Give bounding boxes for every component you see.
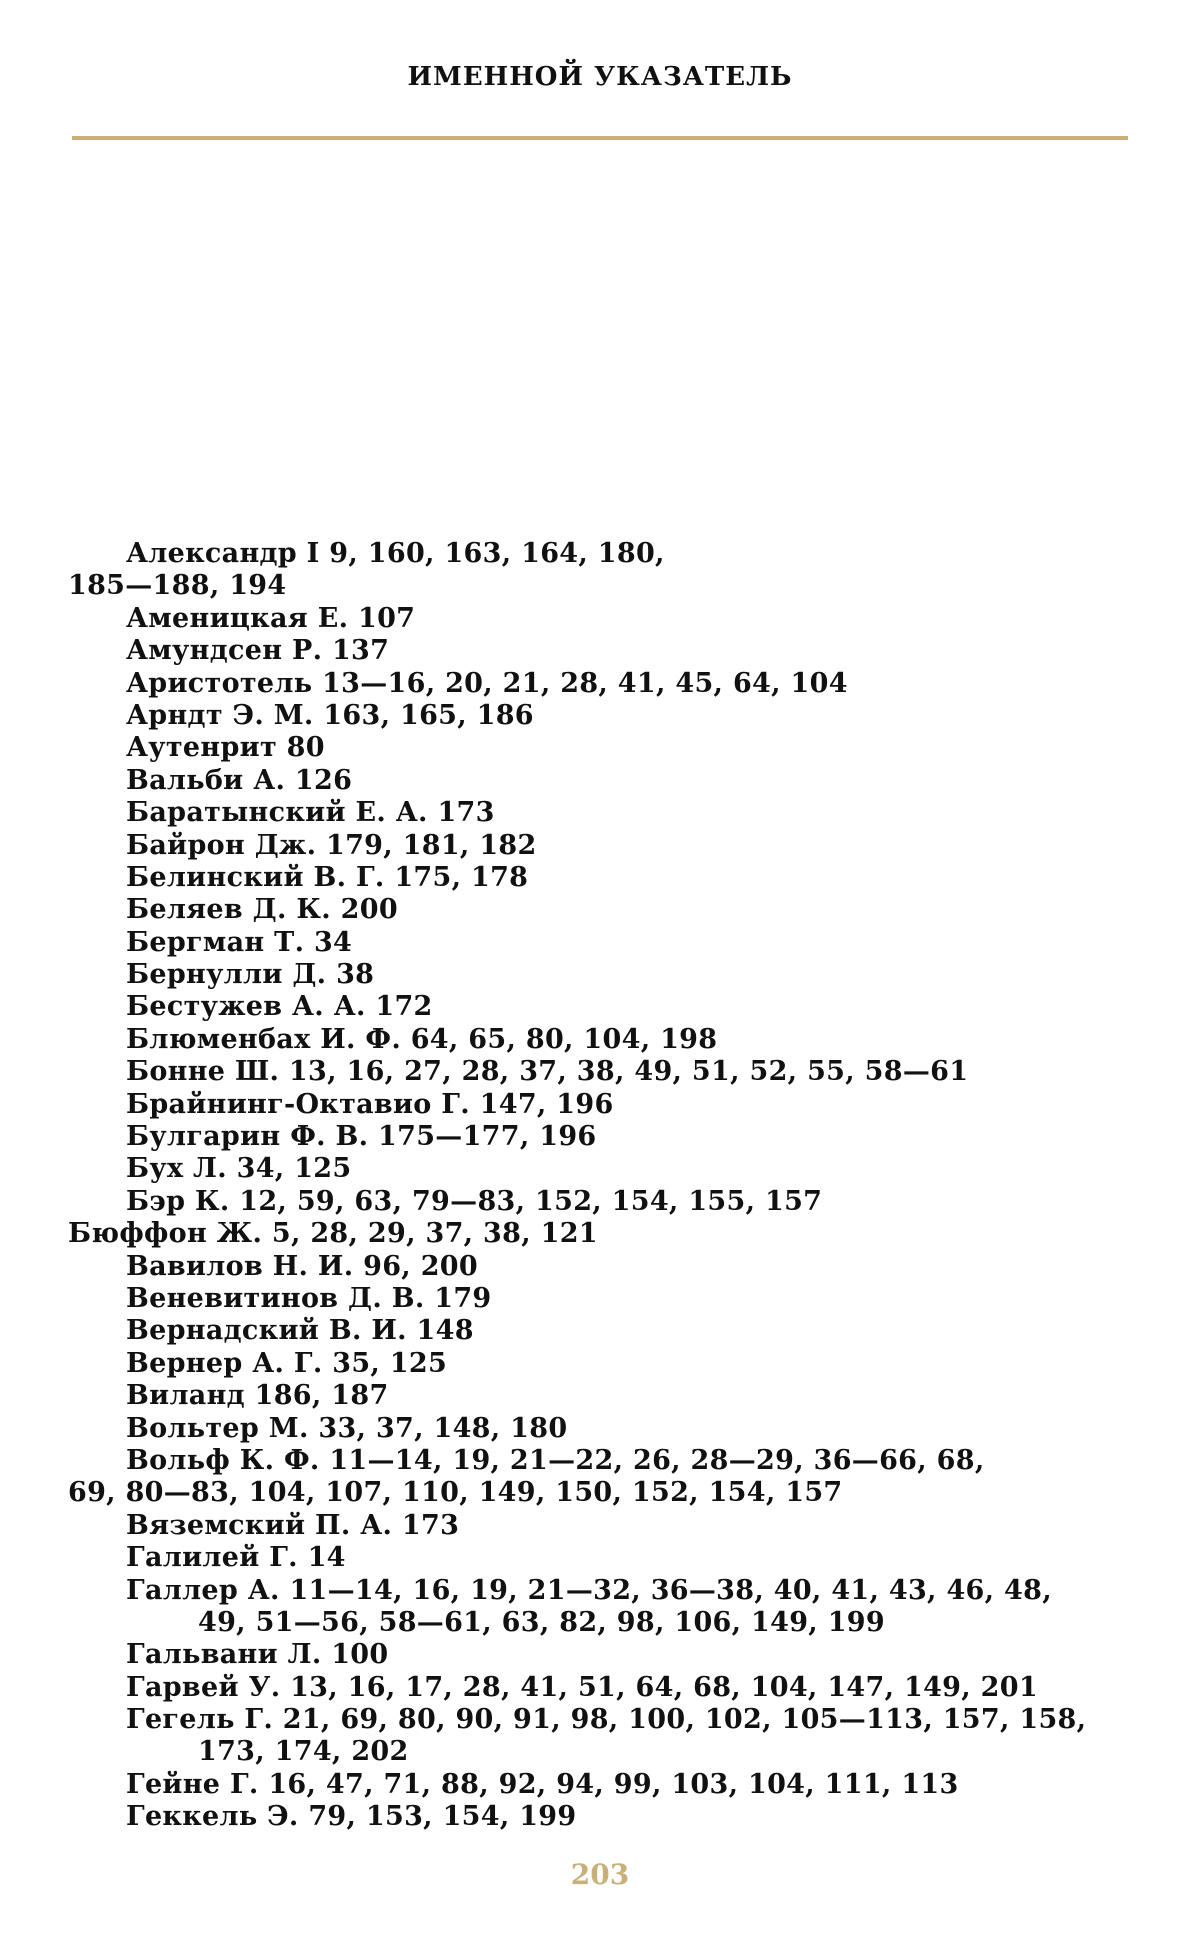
index-entry-line: Бергман Т. 34	[126, 926, 353, 958]
index-entry-line: Арндт Э. М. 163, 165, 186	[126, 699, 534, 731]
name-index	[68, 538, 1130, 1834]
index-entry-line: Гарвей У. 13, 16, 17, 28, 41, 51, 64, 68, 104, 147, 149, 201	[126, 1671, 1038, 1703]
page-header: ИМЕННОЙ УКАЗАТЕЛЬ	[407, 62, 793, 92]
index-entry-line: Аутенрит 80	[126, 732, 325, 764]
index-entry-line: Брайнинг-Октавио Г. 147, 196	[126, 1088, 614, 1120]
index-entry-line: Виланд 186, 187	[126, 1380, 389, 1412]
index-entry-line: Аменицкая Е. 107	[126, 602, 416, 634]
index-entry-line: Бестужев А. А. 172	[126, 991, 433, 1023]
index-entry-line: Вавилов Н. И. 96, 200	[126, 1250, 478, 1282]
index-entry-line: Бернулли Д. 38	[126, 959, 375, 991]
index-entry-line: Булгарин Ф. В. 175—177, 196	[126, 1121, 597, 1153]
header-rule	[72, 136, 1128, 140]
index-entry-line: Бэр К. 12, 59, 63, 79—83, 152, 154, 155, 157	[126, 1185, 823, 1217]
index-entry-line: 173, 174, 202	[198, 1736, 409, 1768]
index-entry-line: Вальби А. 126	[126, 764, 353, 796]
index-entry-line: Геккель Э. 79, 153, 154, 199	[126, 1801, 577, 1833]
index-entry-line: Вольф К. Ф. 11—14, 19, 21—22, 26, 28—29, 36—66, 68,	[126, 1444, 985, 1476]
index-entry-line: Амундсен Р. 137	[126, 635, 390, 667]
index-entry-line: Веневитинов Д. В. 179	[126, 1282, 492, 1314]
index-entry-line: 185—188, 194	[68, 570, 287, 602]
index-entry-line: Галлер А. 11—14, 16, 19, 21—32, 36—38, 40, 41, 43, 46, 48,	[126, 1574, 1052, 1606]
index-entry-line: Вяземский П. А. 173	[126, 1509, 460, 1541]
index-entry-line: Гегель Г. 21, 69, 80, 90, 91, 98, 100, 102, 105—113, 157, 158,	[126, 1704, 1087, 1736]
index-entry-line: Гальвани Л. 100	[126, 1639, 389, 1671]
index-entry-line: Бюффон Ж. 5, 28, 29, 37, 38, 121	[68, 1218, 598, 1250]
index-entry-line: Гейне Г. 16, 47, 71, 88, 92, 94, 99, 103, 104, 111, 113	[126, 1768, 959, 1800]
index-entry-line: Александр I 9, 160, 163, 164, 180,	[126, 538, 665, 569]
index-entry-line: 69, 80—83, 104, 107, 110, 149, 150, 152, 154, 157	[68, 1477, 843, 1509]
index-entry-line: Вернер А. Г. 35, 125	[126, 1347, 448, 1379]
index-entry-line: Вернадский В. И. 148	[126, 1315, 474, 1347]
index-entry-line: Блюменбах И. Ф. 64, 65, 80, 104, 198	[126, 1023, 718, 1055]
index-entry-line: Белинский В. Г. 175, 178	[126, 861, 529, 893]
index-entry-line: Галилей Г. 14	[126, 1542, 346, 1574]
index-entry-line: 49, 51—56, 58—61, 63, 82, 98, 106, 149, 199	[198, 1606, 885, 1638]
index-entry-line: Байрон Дж. 179, 181, 182	[126, 829, 537, 861]
index-entry-line: Беляев Д. К. 200	[126, 894, 398, 926]
index-entry-line: Баратынский Е. А. 173	[126, 797, 495, 829]
page-number: 203	[570, 1858, 630, 1891]
index-entry-line: Бонне Ш. 13, 16, 27, 28, 37, 38, 49, 51, 52, 55, 58—61	[126, 1056, 969, 1088]
index-entry-line: Аристотель 13—16, 20, 21, 28, 41, 45, 64, 104	[126, 667, 848, 699]
index-entry-line: Вольтер М. 33, 37, 148, 180	[126, 1412, 568, 1444]
index-entry-line: Бух Л. 34, 125	[126, 1153, 352, 1185]
